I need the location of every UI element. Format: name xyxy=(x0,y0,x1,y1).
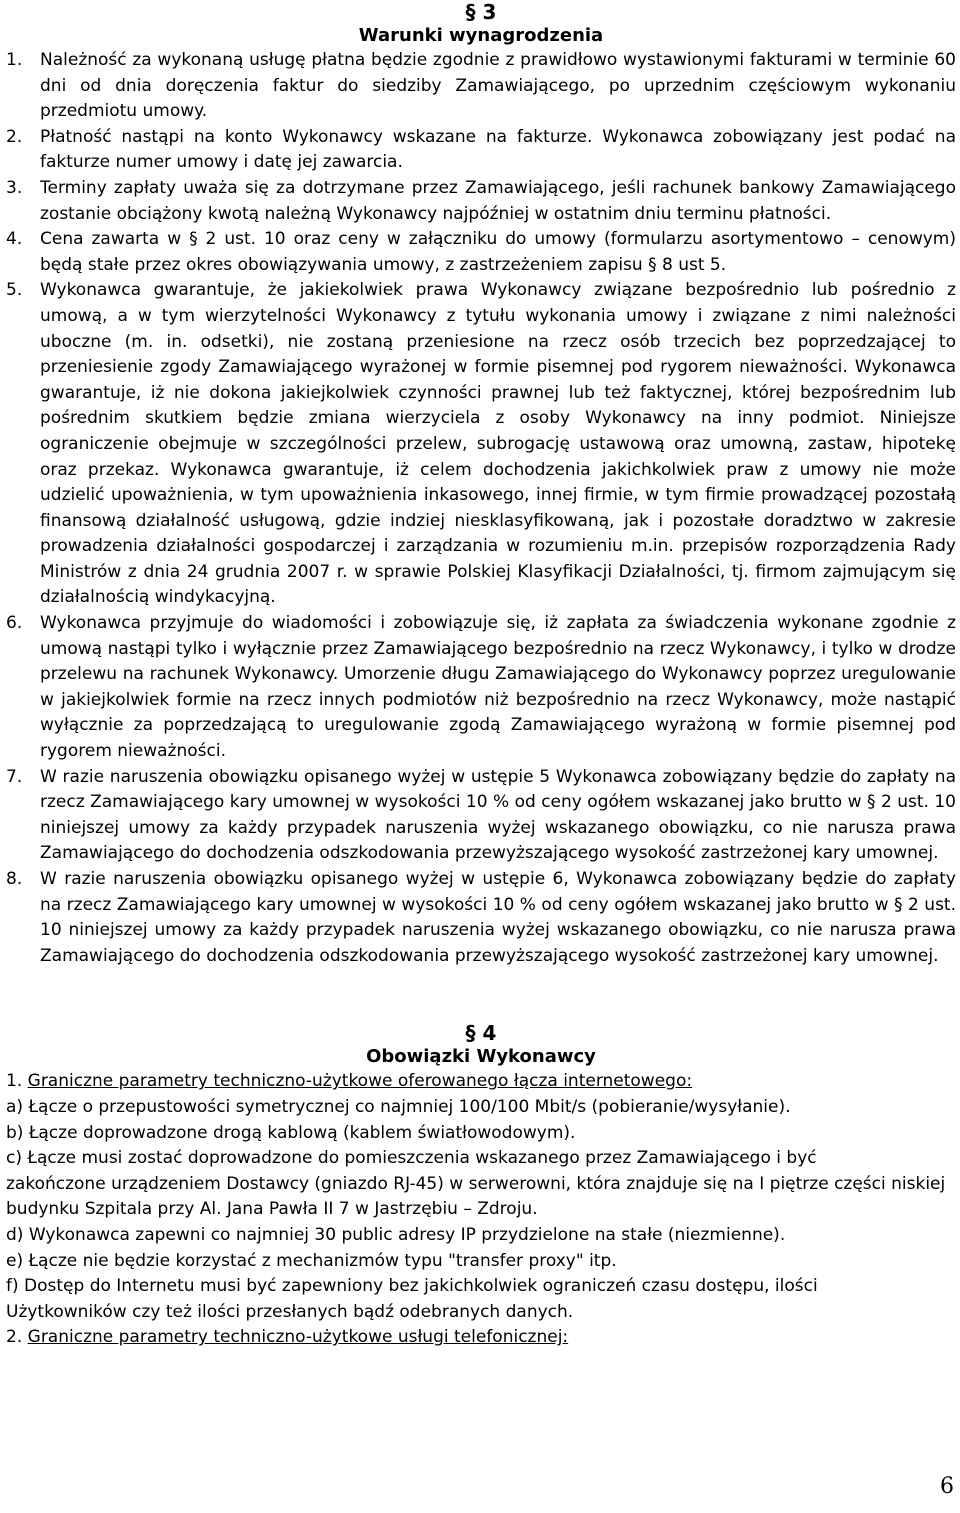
section-4-heading-1: 1. Graniczne parametry techniczno-użytkowe oferowanego łącza internetowego: xyxy=(6,1071,693,1092)
list-item: e) Łącze nie będzie korzystać z mechanizmów typu "transfer proxy" itp. xyxy=(6,1250,617,1271)
page-number: 6 xyxy=(940,1474,954,1499)
section-3-items xyxy=(6,48,956,969)
section-spacer xyxy=(6,969,956,1021)
list-item: f) Dostęp do Internetu musi być zapewniony bez jakichkolwiek ograniczeń czasu dostępu, ilości Użytkowników czy też ilości przesłanych bądź odebranych danych. xyxy=(6,1276,818,1322)
document-page xyxy=(6,0,956,1351)
list-item: 1. Należność za wykonaną usługę płatna będzie zgodnie z prawidłowo wystawionymi fakturami w terminie 60 dni od dnia doręczenia faktur do siedziby Zamawiającego, po uprzednim częściowym wykonaniu przedmiotu umowy. xyxy=(6,50,956,122)
list-item: 7. W razie naruszenia obowiązku opisanego wyżej w ustępie 5 Wykonawca zobowiązany będzie do zapłaty na rzecz Zamawiającego kary umownej w wysokości 10 % od ceny ogółem wskazanej jako brutto w § 2 ust. 10 niniejszej umowy za każdy przypadek naruszenia wyżej wskazanego obowiązku, co nie narusza prawa Zamawiającego do dochodzenia odszkodowania przewyższającego wysokość zastrzeżonej kary umownej. xyxy=(6,766,956,864)
section-3-number: § 3 xyxy=(465,0,497,24)
section-3-title: Warunki wynagrodzenia xyxy=(358,25,604,46)
list-item: d) Wykonawca zapewni co najmniej 30 public adresy IP przydzielone na stałe (niezmienne). xyxy=(6,1224,786,1245)
list-item: 2. Płatność nastąpi na konto Wykonawcy wskazane na fakturze. Wykonawca zobowiązany jest podać na fakturze numer umowy i datę jej zawarcia. xyxy=(6,126,956,173)
list-item: 4. Cena zawarta w § 2 ust. 10 oraz ceny w załączniku do umowy (formularzu asortymentowo – cenowym) będą stałe przez okres obowiązywania umowy, z zastrzeżeniem zapisu § 8 ust 5. xyxy=(6,229,956,275)
section-4-number: § 4 xyxy=(465,1021,497,1046)
list-item: 8. W razie naruszenia obowiązku opisanego wyżej w ustępie 6, Wykonawca zobowiązany będzie do zapłaty na rzecz Zamawiającego kary umownej w wysokości 10 % od ceny ogółem wskazanej jako brutto w § 2 ust. 10 niniejszej umowy za każdy przypadek naruszenia wyżej wskazanego obowiązku, co nie narusza prawa Zamawiającego do dochodzenia odszkodowania przewyższającego wysokość zastrzeżonej kary umownej. xyxy=(6,869,956,966)
list-item: c) Łącze musi zostać doprowadzone do pomieszczenia wskazanego przez Zamawiającego i być zakończone urządzeniem Dostawcy (gniazdo RJ-45) w serwerowni, która znajduje się na I piętrze części niskiej budynku Szpitala przy Al. Jana Pawła II 7 w Jastrzębiu – Zdroju. xyxy=(6,1148,946,1220)
list-item: b) Łącze doprowadzone drogą kablową (kablem światłowodowym). xyxy=(6,1122,576,1143)
list-item: 6. Wykonawca przyjmuje do wiadomości i zobowiązuje się, iż zapłata za świadczenia wykonane zgodnie z umową nastąpi tylko i wyłącznie przez Zamawiającego bezpośrednio na rzecz Wykonawcy, i tylko w drodze przelewu na rachunek Wykonawcy. Umorzenie długu Zamawiającego do Wykonawcy poprzez uregulowanie w jakiejkolwiek formie na rzecz innych podmiotów niż bezpośrednio na rzecz Wykonawcy, może nastąpić wyłącznie za poprzedzającą to uregulowanie zgodą Zamawiającego wyrażoną w formie pisemnej pod rygorem nieważności. xyxy=(6,613,956,762)
section-4-heading-2: 2. Graniczne parametry techniczno-użytkowe usługi telefonicznej: xyxy=(6,1327,569,1348)
list-item: 3. Terminy zapłaty uważa się za dotrzymane przez Zamawiającego, jeśli rachunek bankowy Zamawiającego zostanie obciążony kwotą należną Wykonawcy najpóźniej w ostatnim dniu terminu płatności. xyxy=(6,177,956,224)
list-item: a) Łącze o przepustowości symetrycznej co najmniej 100/100 Mbit/s (pobieranie/wysyłanie). xyxy=(6,1096,791,1117)
section-4-title: Obowiązki Wykonawcy xyxy=(366,1046,596,1068)
section-4-subitems xyxy=(6,1095,956,1325)
list-item: 5. Wykonawca gwarantuje, że jakiekolwiek prawa Wykonawcy związane bezpośrednio lub pośrednio z umową, a w tym wierzytelności Wykonawcy z tytułu wykonania umowy i związane z nimi należności uboczne (m. in. odsetki), nie zostaną przeniesione na rzecz osób trzecich bez poprzedzającej to przeniesienie zgody Zamawiającego wyrażonej w formie pisemnej pod rygorem nieważności. Wykonawca gwarantuje, iż nie dokona jakiejkolwiek czynności prawnej lub też faktycznej, której bezpośrednim lub pośrednim skutkiem będzie zmiana wierzyciela z osoby Wykonawcy na inny podmiot. Niniejsze ograniczenie obejmuje w szczególności przelew, subrogację ustawową oraz umowną, zastaw, hipotekę oraz przekaz. Wykonawca gwarantuje, iż celem dochodzenia jakichkolwiek praw z umowy nie może udzielić upoważnienia, w tym upoważnienia inkasowego, innej firmie, w tym firmie prowadzącej pozostałą finansową działalność usługową, gdzie indziej niesklasyfikowaną, jak i pozostałe doradztwo w zakresie prowadzenia działalności gospodarczej i zarządzania w rozumieniu m.in. przepisów rozporządzenia Rady Ministrów z dnia 24 grudnia 2007 r. w sprawie Polskiej Klasyfikacji Działalności, tj. firmom zajmującym się działalnością windykacyjną. xyxy=(6,280,956,608)
